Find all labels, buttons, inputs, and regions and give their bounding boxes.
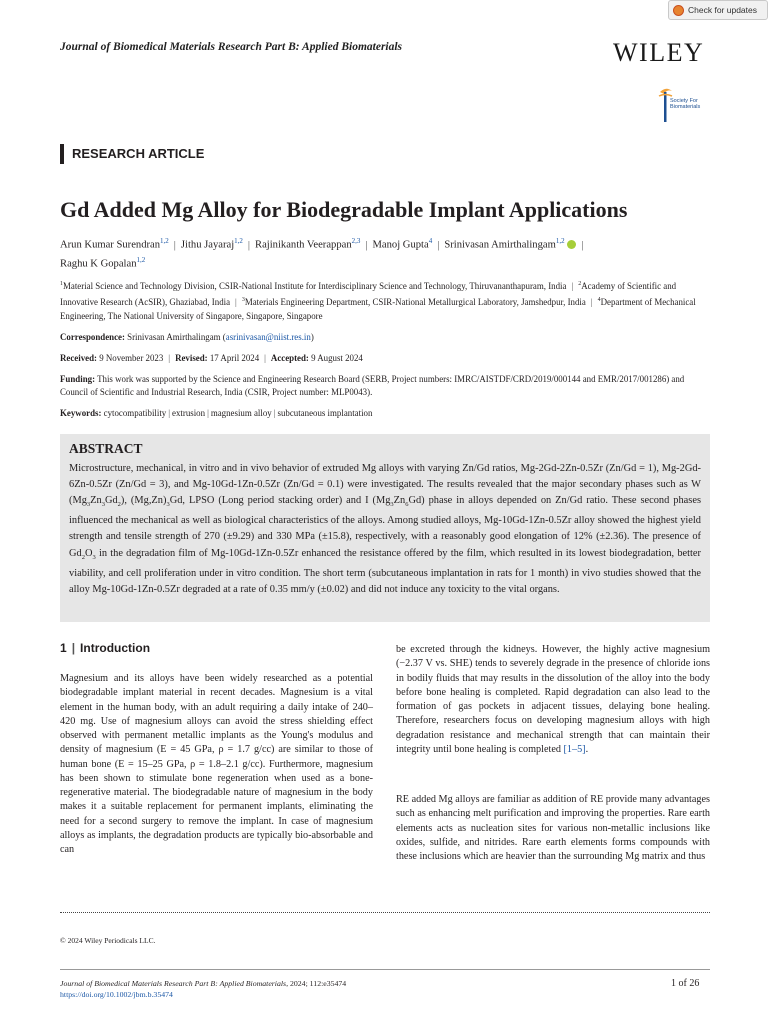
footer-volume: , 2024; 112:e35474 xyxy=(286,979,347,988)
paragraph-text: be excreted through the kidneys. However, the highly active magnesium (−2.37 V vs. SHE) tends to severely degrade in the presence of chloride ions in bodily fluids that may results in the dissolution of the alloy into the body before bone healing is completed. Rapid degradation can also lead to the formation of gas pockets in adjacent tissues, delaying bone healing. Therefore, researchers focus on developing magnesium alloys with high degradation resistance and mechanical strength that can maintain their integrity until bone healing is completed xyxy=(396,644,710,755)
separator: | xyxy=(247,239,251,251)
subscript: 2 xyxy=(117,501,121,509)
refresh-icon xyxy=(673,5,684,16)
subscript: 3 xyxy=(166,501,170,509)
affiliation-text: Materials Engineering Department, CSIR-National Metallurgical Laboratory, Jamshedpur, India xyxy=(244,296,586,307)
author-list xyxy=(60,234,710,272)
author-name[interactable]: Raghu K Gopalan xyxy=(60,258,137,270)
abstract-part: Microstructure, mechanical, in vitro and in vivo behavior of extruded Mg alloys with varying Zn/Gd ratios, Mg-2Gd-2Zn-0.5Zr (Zn/Gd = 1), Mg-2Gd-6Zn-0.5Zr (Zn/Gd = 3), and Mg-10Gd-1Zn-0.5Zr (Zn/Gd = 0.1) were investigated. The results revealed that the major secondary phases such as W (Mg xyxy=(69,463,701,507)
keywords xyxy=(60,407,712,420)
separator: | xyxy=(168,408,171,418)
subscript: 3 xyxy=(92,553,96,561)
separator: | xyxy=(581,239,584,251)
subscript: 2 xyxy=(81,553,85,561)
received-date: 9 November 2023 xyxy=(99,353,164,363)
footer-journal: Journal of Biomedical Materials Research Part B: Applied Biomaterials xyxy=(60,979,287,988)
abstract-text: Microstructure, mechanical, in vitro and in vivo behavior of extruded Mg alloys with varying Zn/Gd ratios, Mg-2Gd-2Zn-0.5Zr (Zn/Gd = 1), Mg-2Gd-6Zn-0.5Zr (Zn/Gd = 3), and Mg-10Gd-1Zn-0.5Zr (Zn/Gd = 0.1) were investigated. The results revealed that the major secondary phases such as W $(Mg_3Zn_3Gd_2)$, $(Mg,Zn)_3Gd$, LPSO (Long period stacking order) and I $(Mg_3Zn_6Gd)$ phase in alloys depended on Zn/Gd ratio. These second phases influenced the mechanical as well as biological characteristics of the alloys. Among studied alloys, Mg-10Gd-1Zn-0.5Zr alloy showed the highest yield strength and tensile strength of 270 (±9.29) and 330 MPa (±15.8), respectively, with a reasonably good elongation of 12% (±2.36). The presence of $Gd_2O_3$ in the degradation film of Mg-10Gd-1Zn-0.5Zr enhanced the resistance offered by the film, which resulted in its lowest biodegradation, better viability, and cell proliferation under in vitro condition. The short term (subcutaneous implantation in rats for 1 month) in vivo studies showed that the alloy Mg-10Gd-1Zn-0.5Zr degraded at a rate of 0.35 mm/y (±0.02) and did not induce any toxicity to the vital organs. xyxy=(69,463,701,595)
correspondence-name: Srinivasan Amirthalingam xyxy=(127,332,221,342)
revised-date: 17 April 2024 xyxy=(209,353,260,363)
author-affiliation: 2,3 xyxy=(351,237,361,245)
author-name[interactable]: Rajinikanth Veerappan xyxy=(255,239,352,251)
affiliation-text: Material Science and Technology Division, CSIR-National Institute for Interdisciplinary Science and Technology, Thiruvananthapuram, India xyxy=(63,280,567,291)
section-number: 1 xyxy=(60,641,67,655)
keywords-label: Keywords: xyxy=(60,408,102,418)
affiliation-number: 2 xyxy=(578,281,582,287)
author-name[interactable]: Jithu Jayaraj xyxy=(180,239,235,251)
author-affiliation: 1,2 xyxy=(234,237,243,245)
separator: | xyxy=(168,353,171,363)
separator: | xyxy=(273,408,276,418)
article-dates xyxy=(60,352,712,365)
accepted-date: 9 August 2024 xyxy=(311,353,363,363)
affiliations xyxy=(60,277,712,323)
correspondence: Correspondence: Srinivasan Amirthalingam (asrinivasan@niist.res.in) xyxy=(60,332,314,342)
divider xyxy=(60,912,710,913)
separator: | xyxy=(571,280,574,291)
affiliation-number: 1 xyxy=(60,281,63,287)
separator: | xyxy=(365,239,368,251)
affiliation-text: Department of Mechanical Engineering, The National University of Singapore, Singapore, Singapore xyxy=(60,296,696,321)
section-title: Introduction xyxy=(80,641,151,655)
orcid-icon[interactable] xyxy=(567,240,576,249)
separator: | xyxy=(207,408,209,418)
footer-citation xyxy=(60,978,346,1000)
section-heading xyxy=(60,641,150,655)
accepted-label: Accepted: xyxy=(270,353,309,363)
correspondence-email-link[interactable]: asrinivasan@niist.res.in xyxy=(225,332,311,342)
author-name[interactable]: Manoj Gupta xyxy=(372,239,429,251)
affiliation-number: 4 xyxy=(597,296,601,303)
author-name[interactable]: Arun Kumar Surendran xyxy=(60,239,161,251)
journal-name: Journal of Biomedical Materials Research Part B: Applied Biomaterials xyxy=(60,41,403,53)
subscript: 3 xyxy=(86,501,91,509)
reference-link[interactable]: [1–5] xyxy=(563,743,586,755)
revised-label: Revised: xyxy=(175,353,208,363)
separator: | xyxy=(437,239,440,251)
article-title: Gd Added Mg Alloy for Biodegradable Implant Applications xyxy=(60,197,628,222)
subscript: 6 xyxy=(405,501,409,509)
subscript: 3 xyxy=(101,501,105,509)
keyword: magnesium alloy xyxy=(210,408,272,418)
keyword: extrusion xyxy=(172,408,206,418)
society-name: Society For Biomaterials xyxy=(670,98,701,110)
intro-paragraph-col2b: RE added Mg alloys are familiar as addition of RE provide many advantages such as enhancing melt purification and improving the properties. Rare earth elements acts as nucleation sites for various non-metallic inclusions like oxides, sulfide, and nitrides. Rare earth elements forms compounds with these inclusions which are heavier than the surrounding Mg matrix and thus xyxy=(396,794,710,862)
abstract-heading: ABSTRACT xyxy=(69,441,143,456)
funding xyxy=(60,373,712,399)
intro-paragraph-col2: be excreted through the kidneys. However, the highly active magnesium (−2.37 V vs. SHE) tends to severely degrade in the presence of chloride ions in bodily fluids that may results in the dissolution of the alloy into the body before bone healing is completed. Rapid degradation can also lead to the formation of gas pockets in adjacent tissues, delaying bone healing. Therefore, researchers focus on developing magnesium alloys with high degradation resistance and mechanical strength that can maintain their integrity until bone healing is completed [1–5]. xyxy=(396,644,710,755)
publisher-logo: WILEY xyxy=(613,38,705,67)
intro-paragraph-col1: Magnesium and its alloys have been widely researched as a potential biodegradable implant material in recent decades. Magnesium is a vital element in the human body, with an adult requiring a daily intake of 240–420 mg. Use of magnesium alloys can avoid the stress shielding effect observed with permanent metallic implants as the Young's modulus and density of magnesium (E = 45 GPa, ρ = 1.7 g/cc) are similar to those of human bone (E = 15–25 GPa, ρ = 1.8–2.1 g/cc). Furthermore, magnesium has been shown to stimulate bone regeneration when used as a bone-regenerative material. The biodegradable nature of magnesium in the body makes it a suitable replacement for permanent implants, eliminating the need for a second surgery to remove the implant. In case of magnesium alloys as implants, the degradation products are typically bio-absorbable and can xyxy=(60,673,373,855)
page-number: 1 of 26 xyxy=(671,978,700,989)
separator: | xyxy=(590,296,593,307)
keyword: cytocompatibility xyxy=(103,408,167,418)
affiliation-number: 3 xyxy=(241,296,245,303)
funding-label: Funding: xyxy=(60,374,96,384)
separator: | xyxy=(235,296,237,307)
author-affiliation: 1,2 xyxy=(160,237,169,245)
author-affiliation: 1,2 xyxy=(136,256,146,265)
keyword: subcutaneous implantation xyxy=(277,408,373,418)
author-affiliation: 4 xyxy=(428,237,433,245)
subscript: 3 xyxy=(390,501,394,509)
funding-text: This work was supported by the Science and Engineering Research Board (SERB, Project numbers: IMRC/AISTDF/CRD/2019/000144 and EMR/2017/001286) and Council of Scientific and Industrial Research, India (CSIR, Project number: MLP0043). xyxy=(60,374,685,397)
doi-link[interactable]: https://doi.org/10.1002/jbm.b.35474 xyxy=(60,990,173,999)
article-type-label: RESEARCH ARTICLE xyxy=(60,144,204,164)
check-for-updates-button[interactable] xyxy=(668,0,768,20)
received-label: Received: xyxy=(60,353,97,363)
separator: | xyxy=(264,353,266,363)
affiliation-text: Academy of Scientific and Innovative Research (AcSIR), Ghaziabad, India xyxy=(60,280,677,307)
abstract-part: in the degradation film of Mg-10Gd-1Zn-0.5Zr enhanced the resistance offered by the film, which resulted in its lowest biodegradation, better viability, and cell proliferation under in vitro condition. The short term (subcutaneous implantation in rats for 1 month) in vivo studies showed that the alloy Mg-10Gd-1Zn-0.5Zr degraded at a rate of 0.35 mm/y (±0.02) and did not induce any toxicity to the vital organs. xyxy=(69,547,701,595)
copyright: © 2024 Wiley Periodicals LLC. xyxy=(60,936,156,945)
check-for-updates-label: Check for updates xyxy=(688,5,757,15)
author-affiliation: 1,2 xyxy=(555,237,565,245)
separator: | xyxy=(173,239,176,251)
divider xyxy=(60,969,710,970)
correspondence-label: Correspondence: xyxy=(60,332,125,342)
abstract-part: in alloys depended on Zn/Gd ratio. These second phases influenced the mechanical as well as biological characteristics of the alloys. Among studied alloys, Mg-10Gd-1Zn-0.5Zr alloy showed the highest yield strength and tensile strength of 270 (±9.29) and 330 MPa (±15.8), respectively, with a reasonably good elongation of 12% (±2.36). The presence of Gd xyxy=(69,495,701,559)
author-name[interactable]: Srinivasan Amirthalingam xyxy=(444,239,556,251)
separator: | xyxy=(71,641,76,655)
